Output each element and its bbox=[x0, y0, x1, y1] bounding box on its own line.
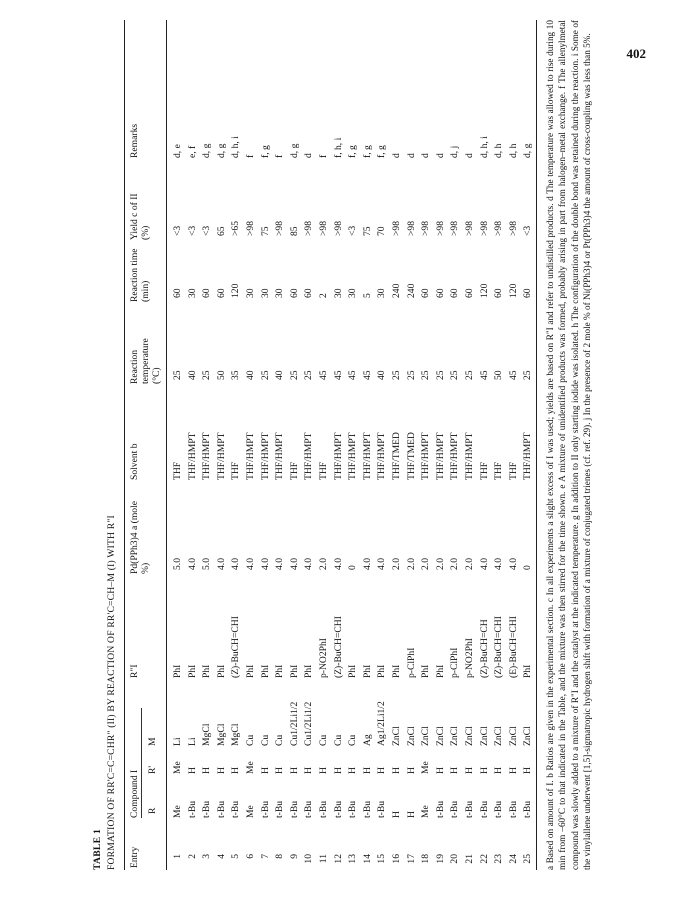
table-cell-solvent: THF bbox=[478, 461, 490, 480]
table-cell-m: Cu bbox=[259, 734, 271, 746]
table-cell-r_prime: Me bbox=[172, 761, 183, 774]
table-cell-r: t-Bu bbox=[201, 800, 213, 818]
table-cell-yield: >98 bbox=[420, 220, 432, 236]
table-cell-remarks: d, h bbox=[493, 143, 505, 158]
table-cell-rdi: PhI bbox=[288, 664, 300, 678]
table-cell-remarks: d bbox=[303, 153, 315, 158]
table-cell-entry: 24 bbox=[507, 854, 519, 864]
table-cell-remarks: f bbox=[245, 154, 256, 158]
table-cell-cat: 4.0 bbox=[376, 558, 388, 570]
table-cell-time: 240 bbox=[391, 283, 402, 298]
table-cell-time: 30 bbox=[186, 288, 198, 298]
table-cell-cat: 0 bbox=[347, 565, 359, 570]
table-cell-r: t-Bu bbox=[230, 800, 242, 818]
table-cell-rdi: p-ClPhI bbox=[405, 647, 417, 678]
table-cell-entry: 17 bbox=[405, 854, 417, 864]
table-cell-yield: >98 bbox=[245, 220, 256, 236]
table-cell-rdi: PhI bbox=[215, 664, 227, 678]
table-cell-rdi: PhI bbox=[420, 664, 432, 678]
table-cell-solvent: THF/HMPT bbox=[215, 432, 227, 480]
table-cell-cat: 4.0 bbox=[478, 558, 490, 570]
table-cell-yield: >98 bbox=[303, 220, 315, 236]
table-cell-solvent: THF/HMPT bbox=[376, 432, 388, 480]
table-cell-r: t-Bu bbox=[274, 800, 286, 818]
header-time: Reaction time (min) bbox=[129, 248, 151, 302]
table-cell-rdi: p-ClPhI bbox=[449, 647, 461, 678]
table-cell-temp: 25 bbox=[405, 370, 417, 380]
table-cell-rdi: PhI bbox=[361, 664, 373, 678]
table-cell-r_prime: H bbox=[507, 767, 519, 774]
table-cell-entry: 20 bbox=[449, 854, 461, 864]
table-cell-time: 60 bbox=[449, 288, 461, 298]
table-cell-m: Cu bbox=[332, 734, 344, 746]
table-cell-rdi: (Z)-BuCH=CH bbox=[478, 619, 490, 678]
header-catalyst: Pd(PPh3)4 a (mole %) bbox=[129, 500, 151, 574]
table-cell-yield: <3 bbox=[522, 225, 534, 236]
header-yield: Yield c of II (%) bbox=[129, 193, 151, 240]
table-cell-r_prime: H bbox=[449, 767, 461, 774]
table-cell-r_prime: H bbox=[464, 767, 475, 774]
table-cell-rdi: PhI bbox=[259, 664, 271, 678]
header-r: R bbox=[147, 807, 158, 814]
table-cell-entry: 12 bbox=[332, 854, 344, 864]
table-cell-m: Cu bbox=[318, 734, 329, 746]
table-cell-remarks: d, h, i bbox=[478, 136, 490, 158]
table-cell-yield: >98 bbox=[478, 220, 490, 236]
table-cell-cat: 4.0 bbox=[288, 558, 300, 570]
table-cell-m: Li bbox=[172, 737, 183, 746]
table-cell-rdi: PhI bbox=[172, 664, 183, 678]
table-cell-r: t-Bu bbox=[361, 800, 373, 818]
table-cell-r: t-Bu bbox=[186, 800, 198, 818]
table-cell-cat: 2.0 bbox=[391, 558, 402, 570]
table-cell-cat: 2.0 bbox=[405, 558, 417, 570]
table-cell-r: t-Bu bbox=[303, 800, 315, 818]
table-cell-solvent: THF/HMPT bbox=[361, 432, 373, 480]
table-cell-cat: 4.0 bbox=[215, 558, 227, 570]
table-cell-temp: 25 bbox=[172, 370, 183, 380]
table-footnotes: a Based on amount of I. b Ratios are given in the experimental section. c In all experiments a slight excess of I was used; yields are based on R"I and refer to undistilled products. d The temperature was allowed to rise during 10 min from –60°C to that indicated in the Table, and the mixture was then stirred for the time shown. e A mixture of unidentified products was formed, probably arising in part from halogen–metal exchange. f The allenylmetal compound was slowly added to a mixture of R"I and the catalyst at the indicated temperature. g In addition to II only starting iodide was isolated. h The configuration of the double bond was retained during the reaction. i Some of the vinylallene underwent [1,5]-sigmatropic hydrogen shift with formation of a mixture of conjugated trienes (cf. ref. 29). j In the presence of 2 mole % of Ni(PPh3)4 or Pt(PPh3)4 the amount of cross-coupling was less than 5%. bbox=[545, 20, 593, 870]
table-cell-m: ZnCl bbox=[478, 726, 490, 746]
table-cell-time: 5 bbox=[361, 293, 373, 298]
table-cell-remarks: d bbox=[391, 153, 402, 158]
table-cell-time: 240 bbox=[405, 283, 417, 298]
table-cell-r: t-Bu bbox=[347, 800, 359, 818]
table-cell-entry: 14 bbox=[361, 854, 373, 864]
table-cell-yield: 85 bbox=[288, 226, 300, 236]
table-cell-cat: 4.0 bbox=[245, 558, 256, 570]
table-cell-cat: 2.0 bbox=[464, 558, 475, 570]
table-cell-r: Me bbox=[420, 805, 432, 818]
table-cell-cat: 4.0 bbox=[303, 558, 315, 570]
table-cell-yield: >98 bbox=[318, 220, 329, 236]
table-cell-r_prime: H bbox=[361, 767, 373, 774]
table-cell-time: 30 bbox=[245, 288, 256, 298]
table-cell-solvent: THF/TMED bbox=[405, 432, 417, 480]
table-cell-solvent: THF/HMPT bbox=[522, 432, 534, 480]
table-cell-yield: 70 bbox=[376, 226, 388, 236]
header-remarks: Remarks bbox=[129, 123, 140, 158]
table-cell-time: 30 bbox=[347, 288, 359, 298]
table-cell-entry: 15 bbox=[376, 854, 388, 864]
table-cell-cat: 4.0 bbox=[332, 558, 344, 570]
header-solvent: Solvent b bbox=[129, 443, 140, 480]
table-cell-temp: 40 bbox=[376, 370, 388, 380]
table-cell-remarks: f, g bbox=[347, 145, 359, 158]
table-cell-m: ZnCl bbox=[522, 726, 534, 746]
table-cell-temp: 25 bbox=[288, 370, 300, 380]
table-cell-r: t-Bu bbox=[376, 800, 388, 818]
table-cell-yield: >98 bbox=[391, 220, 402, 236]
table-cell-temp: 25 bbox=[259, 370, 271, 380]
table-cell-cat: 2.0 bbox=[434, 558, 446, 570]
table-cell-m: ZnCl bbox=[434, 726, 446, 746]
table-cell-entry: 19 bbox=[434, 854, 446, 864]
table-cell-r_prime: H bbox=[391, 767, 402, 774]
table-cell-remarks: d bbox=[434, 153, 446, 158]
table-cell-m: Cu bbox=[245, 734, 256, 746]
table-cell-time: 60 bbox=[172, 288, 183, 298]
table-cell-yield: <3 bbox=[186, 225, 198, 236]
table-cell-remarks: e, f bbox=[186, 145, 198, 158]
table-cell-m: ZnCl bbox=[391, 726, 402, 746]
table-cell-m: ZnCl bbox=[507, 726, 519, 746]
table-cell-rdi: PhI bbox=[186, 664, 198, 678]
table-cell-r_prime: H bbox=[405, 767, 417, 774]
table-cell-yield: >98 bbox=[507, 220, 519, 236]
table-cell-solvent: THF/HMPT bbox=[449, 432, 461, 480]
table-cell-solvent: THF/HMPT bbox=[201, 432, 213, 480]
table-cell-remarks: d, g bbox=[288, 143, 300, 158]
table-cell-cat: 2.0 bbox=[420, 558, 432, 570]
table-cell-cat: 5.0 bbox=[201, 558, 213, 570]
table-cell-rdi: PhI bbox=[303, 664, 315, 678]
table-cell-solvent: THF/HMPT bbox=[420, 432, 432, 480]
table-cell-time: 30 bbox=[332, 288, 344, 298]
table-cell-entry: 10 bbox=[303, 854, 315, 864]
table-cell-r: t-Bu bbox=[464, 800, 475, 818]
table-cell-temp: 25 bbox=[201, 370, 213, 380]
table-cell-temp: 40 bbox=[245, 370, 256, 380]
table-cell-entry: 1 bbox=[172, 854, 183, 859]
table-cell-r_prime: H bbox=[215, 767, 227, 774]
table-cell-solvent: THF bbox=[507, 461, 519, 480]
table-cell-time: 60 bbox=[215, 288, 227, 298]
table-cell-remarks: d, h bbox=[507, 143, 519, 158]
table-cell-temp: 45 bbox=[361, 370, 373, 380]
table-cell-time: 120 bbox=[230, 283, 242, 298]
table-cell-r_prime: H bbox=[303, 767, 315, 774]
table-cell-yield: >98 bbox=[274, 220, 286, 236]
table-cell-rdi: PhI bbox=[347, 664, 359, 678]
table-cell-solvent: THF/HMPT bbox=[245, 432, 256, 480]
table-cell-solvent: THF/HMPT bbox=[259, 432, 271, 480]
table-cell-rdi: (Z)-BuCH=CHI bbox=[332, 616, 344, 678]
table-cell-m: ZnCl bbox=[493, 726, 505, 746]
table-cell-remarks: d bbox=[420, 153, 432, 158]
table-cell-cat: 4.0 bbox=[507, 558, 519, 570]
table-cell-r: t-Bu bbox=[332, 800, 344, 818]
table-cell-yield: 75 bbox=[361, 226, 373, 236]
table-cell-temp: 45 bbox=[507, 370, 519, 380]
table-cell-rdi: (Z)-BuCH=CHI bbox=[230, 616, 242, 678]
table-cell-temp: 25 bbox=[522, 370, 534, 380]
table-cell-solvent: THF/HMPT bbox=[274, 432, 286, 480]
table-cell-remarks: f, g bbox=[361, 145, 373, 158]
table-cell-remarks: d, g bbox=[201, 143, 213, 158]
header-r-prime: R' bbox=[147, 765, 158, 774]
table-cell-time: 30 bbox=[259, 288, 271, 298]
table-cell-entry: 25 bbox=[522, 854, 534, 864]
table-cell-yield: >98 bbox=[332, 220, 344, 236]
table-cell-solvent: THF/HMPT bbox=[332, 432, 344, 480]
table-cell-cat: 2.0 bbox=[449, 558, 461, 570]
table-cell-temp: 45 bbox=[332, 370, 344, 380]
table-title: FORMATION OF RR'C=C=CHR" (II) BY REACTION OF RR'C=CH–M (I) WITH R"I bbox=[106, 515, 117, 870]
table-cell-rdi: PhI bbox=[201, 664, 213, 678]
table-cell-m: ZnCl bbox=[420, 726, 432, 746]
table-cell-remarks: d, j bbox=[449, 145, 461, 158]
table-cell-yield: >98 bbox=[405, 220, 417, 236]
table-cell-entry: 18 bbox=[420, 854, 432, 864]
header-compound: Compound I bbox=[129, 769, 140, 818]
table-cell-remarks: d, g bbox=[215, 143, 227, 158]
table-cell-entry: 11 bbox=[318, 854, 329, 864]
table-cell-rdi: p-NO2PhI bbox=[464, 638, 475, 678]
table-cell-temp: 35 bbox=[230, 370, 242, 380]
table-cell-solvent: THF/HMPT bbox=[303, 432, 315, 480]
table-cell-time: 60 bbox=[434, 288, 446, 298]
table-cell-m: Ag1/2Li1/2 bbox=[376, 701, 388, 746]
table-cell-temp: 45 bbox=[347, 370, 359, 380]
table-cell-yield: 75 bbox=[259, 226, 271, 236]
table-cell-r_prime: H bbox=[259, 767, 271, 774]
table-cell-cat: 4.0 bbox=[274, 558, 286, 570]
table-cell-solvent: THF/HMPT bbox=[434, 432, 446, 480]
table-cell-temp: 40 bbox=[274, 370, 286, 380]
header-rdi: R"I bbox=[129, 664, 140, 678]
header-temperature: Reaction temperature (°C) bbox=[129, 338, 162, 384]
table-cell-r: t-Bu bbox=[493, 800, 505, 818]
header-compound-rule bbox=[141, 708, 142, 818]
table-cell-rdi: PhI bbox=[245, 664, 256, 678]
table-cell-entry: 13 bbox=[347, 854, 359, 864]
table-cell-r: Me bbox=[245, 805, 256, 818]
table-cell-entry: 2 bbox=[186, 854, 198, 859]
table-cell-r: t-Bu bbox=[478, 800, 490, 818]
table-cell-solvent: THF bbox=[493, 461, 505, 480]
table-cell-yield: >98 bbox=[464, 220, 475, 236]
table-cell-remarks: d bbox=[464, 153, 475, 158]
table-cell-entry: 21 bbox=[464, 854, 475, 864]
table-cell-temp: 25 bbox=[391, 370, 402, 380]
table-cell-temp: 25 bbox=[420, 370, 432, 380]
table-cell-remarks: d, h, i bbox=[230, 136, 242, 158]
table-cell-solvent: THF/HMPT bbox=[186, 432, 198, 480]
table-cell-time: 60 bbox=[493, 288, 505, 298]
table-cell-temp: 50 bbox=[493, 370, 505, 380]
table-cell-cat: 4.0 bbox=[230, 558, 242, 570]
table-cell-r_prime: H bbox=[522, 767, 534, 774]
table-cell-cat: 4.0 bbox=[259, 558, 271, 570]
table-cell-r: Me bbox=[172, 805, 183, 818]
table-cell-remarks: f, g bbox=[259, 145, 271, 158]
table-cell-time: 60 bbox=[288, 288, 300, 298]
table-cell-r: t-Bu bbox=[288, 800, 300, 818]
table-cell-remarks: f, h, i bbox=[332, 137, 344, 158]
table-cell-r_prime: H bbox=[347, 767, 359, 774]
table-cell-r_prime: Me bbox=[420, 761, 432, 774]
table-cell-entry: 9 bbox=[288, 854, 300, 859]
table-cell-entry: 5 bbox=[230, 854, 242, 859]
table-cell-r_prime: H bbox=[478, 767, 490, 774]
table-cell-remarks: f bbox=[318, 154, 329, 158]
table-cell-temp: 45 bbox=[478, 370, 490, 380]
table-cell-solvent: THF bbox=[172, 461, 183, 480]
table-cell-r_prime: H bbox=[332, 767, 344, 774]
table-cell-m: Cu bbox=[347, 734, 359, 746]
table-cell-m: Cu1/2Li1/2 bbox=[303, 701, 315, 746]
table-cell-remarks: d, g bbox=[522, 143, 534, 158]
table-cell-time: 60 bbox=[464, 288, 475, 298]
table-cell-yield: <3 bbox=[172, 225, 183, 236]
table-cell-r_prime: H bbox=[434, 767, 446, 774]
table-cell-time: 120 bbox=[478, 283, 490, 298]
table-cell-r_prime: H bbox=[230, 767, 242, 774]
table-cell-solvent: THF bbox=[288, 461, 300, 480]
table-cell-entry: 22 bbox=[478, 854, 490, 864]
table-cell-r_prime: H bbox=[376, 767, 388, 774]
table-cell-time: 30 bbox=[376, 288, 388, 298]
table-cell-r_prime: H bbox=[201, 767, 213, 774]
table-cell-rdi: PhI bbox=[522, 664, 534, 678]
table-cell-yield: 65 bbox=[215, 226, 227, 236]
table-cell-r_prime: H bbox=[318, 767, 329, 774]
table-cell-rdi: (Z)-BuCH=CHI bbox=[493, 616, 505, 678]
table-label: TABLE 1 bbox=[92, 828, 103, 870]
table-cell-solvent: THF/TMED bbox=[391, 432, 402, 480]
table-cell-entry: 16 bbox=[391, 854, 402, 864]
table-cell-rdi: PhI bbox=[434, 664, 446, 678]
table-cell-entry: 23 bbox=[493, 854, 505, 864]
table-cell-r: t-Bu bbox=[434, 800, 446, 818]
table-cell-cat: 4.0 bbox=[493, 558, 505, 570]
table-top-rule bbox=[124, 20, 125, 870]
table-cell-m: Li bbox=[186, 737, 198, 746]
table-cell-temp: 50 bbox=[215, 370, 227, 380]
table-cell-time: 2 bbox=[318, 293, 329, 298]
table-cell-r: t-Bu bbox=[449, 800, 461, 818]
table-cell-entry: 4 bbox=[215, 854, 227, 859]
table-cell-cat: 2.0 bbox=[318, 558, 329, 570]
table-cell-yield: >98 bbox=[449, 220, 461, 236]
table-bottom-rule bbox=[536, 20, 537, 870]
table-header-rule bbox=[166, 20, 167, 870]
page-number: 402 bbox=[626, 46, 646, 61]
table-cell-r_prime: H bbox=[288, 767, 300, 774]
table-cell-cat: 4.0 bbox=[361, 558, 373, 570]
table-cell-m: Cu bbox=[274, 734, 286, 746]
table-cell-yield: >98 bbox=[434, 220, 446, 236]
table-cell-rdi: PhI bbox=[376, 664, 388, 678]
table-cell-time: 30 bbox=[274, 288, 286, 298]
table-cell-cat: 0 bbox=[522, 565, 534, 570]
table-cell-time: 60 bbox=[522, 288, 534, 298]
table-cell-entry: 8 bbox=[274, 854, 286, 859]
table-cell-r: t-Bu bbox=[215, 800, 227, 818]
table-cell-yield: >65 bbox=[230, 220, 242, 236]
table-cell-temp: 45 bbox=[318, 370, 329, 380]
table-cell-rdi: PhI bbox=[274, 664, 286, 678]
table-cell-time: 120 bbox=[507, 283, 519, 298]
table-cell-r: t-Bu bbox=[507, 800, 519, 818]
table-cell-r_prime: Me bbox=[245, 761, 256, 774]
table-cell-m: Ag bbox=[361, 734, 373, 746]
table-cell-entry: 7 bbox=[259, 854, 271, 859]
table-cell-time: 60 bbox=[303, 288, 315, 298]
header-entry: Entry bbox=[129, 846, 140, 868]
table-cell-m: ZnCl bbox=[464, 726, 475, 746]
table-cell-m: MgCl bbox=[230, 723, 242, 746]
table-cell-m: MgCl bbox=[215, 723, 227, 746]
table-cell-temp: 25 bbox=[303, 370, 315, 380]
table-cell-cat: 4.0 bbox=[186, 558, 198, 570]
table-cell-temp: 25 bbox=[449, 370, 461, 380]
table-cell-rdi: PhI bbox=[391, 664, 402, 678]
table-cell-remarks: d bbox=[405, 153, 417, 158]
table-cell-rdi: (E)-BuCH=CHI bbox=[507, 616, 519, 678]
table-cell-r_prime: H bbox=[274, 767, 286, 774]
table-cell-remarks: f, g bbox=[376, 145, 388, 158]
table-cell-solvent: THF bbox=[318, 461, 329, 480]
table-cell-temp: 40 bbox=[186, 370, 198, 380]
table-cell-remarks: d, e bbox=[172, 144, 183, 158]
table-cell-r: t-Bu bbox=[318, 800, 329, 818]
table-cell-yield: >98 bbox=[493, 220, 505, 236]
table-cell-rdi: p-NO2PhI bbox=[318, 638, 329, 678]
table-cell-r: H bbox=[405, 811, 417, 818]
table-cell-entry: 3 bbox=[201, 854, 213, 859]
table-cell-time: 60 bbox=[420, 288, 432, 298]
table-cell-r: H bbox=[391, 811, 402, 818]
table-cell-remarks: f bbox=[274, 154, 286, 158]
table-cell-temp: 25 bbox=[434, 370, 446, 380]
table-cell-r: t-Bu bbox=[522, 800, 534, 818]
table-cell-entry: 6 bbox=[245, 854, 256, 859]
table-cell-r_prime: H bbox=[186, 767, 198, 774]
table-cell-solvent: THF bbox=[230, 461, 242, 480]
table-cell-time: 60 bbox=[201, 288, 213, 298]
table-cell-temp: 25 bbox=[464, 370, 475, 380]
header-m: M bbox=[147, 737, 158, 746]
table-cell-m: ZnCl bbox=[405, 726, 417, 746]
rotated-table-block bbox=[92, 20, 652, 870]
table-cell-solvent: THF/HMPT bbox=[464, 432, 475, 480]
table-cell-yield: <3 bbox=[201, 225, 213, 236]
table-cell-cat: 5.0 bbox=[172, 558, 183, 570]
table-cell-m: Cu1/2Li1/2 bbox=[288, 701, 300, 746]
table-cell-m: ZnCl bbox=[449, 726, 461, 746]
table-cell-r: t-Bu bbox=[259, 800, 271, 818]
table-cell-solvent: THF/HMPT bbox=[347, 432, 359, 480]
table-cell-yield: <3 bbox=[347, 225, 359, 236]
table-cell-r_prime: H bbox=[493, 767, 505, 774]
table-cell-m: MgCl bbox=[201, 723, 213, 746]
